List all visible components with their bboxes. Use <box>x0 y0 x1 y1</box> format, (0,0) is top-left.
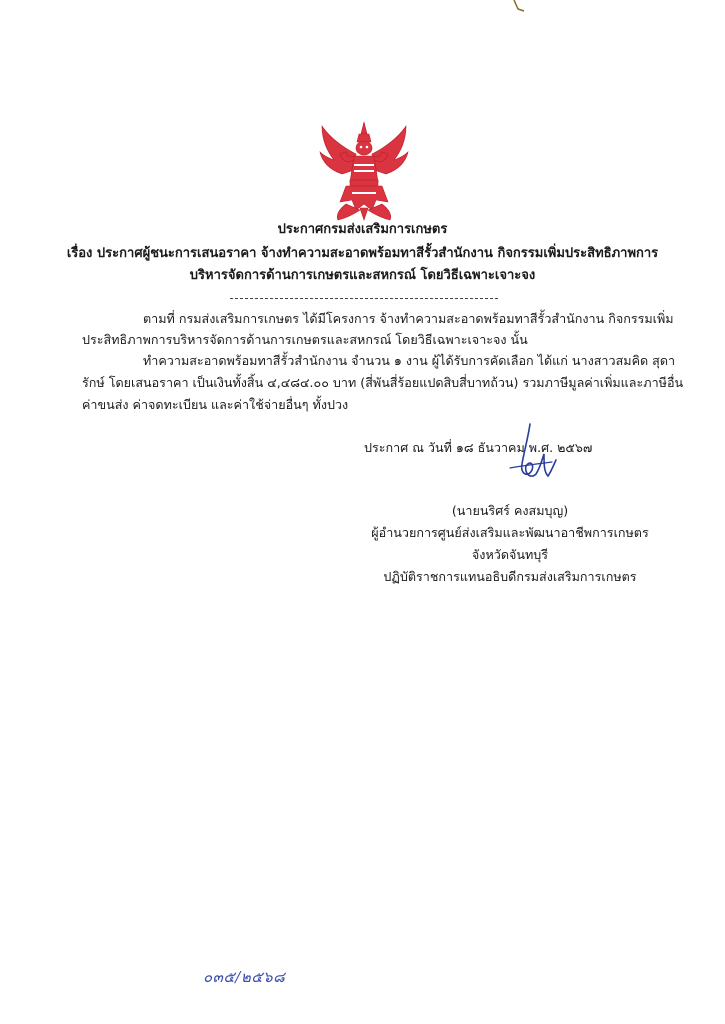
signatory-position-2: จังหวัดจันทบุรี <box>471 547 549 562</box>
separator-rule <box>230 298 498 299</box>
signatory-position-1: ผู้อำนวยการศูนย์ส่งเสริมและพัฒนาอาชีพการเกษตร <box>371 525 649 540</box>
paragraph-1-line-1: ตามที่ กรมส่งเสริมการเกษตร ได้มีโครงการ จ้างทำความสะอาดพร้อมทาสีรั้วสำนักงาน กิจกรรมเพิ่ม <box>143 311 674 326</box>
handwritten-note: ๐๓๕/๒๕๖๘ <box>203 968 286 986</box>
paragraph-1-line-2: ประสิทธิภาพการบริหารจัดการด้านการเกษตรและสหกรณ์ โดยวิธีเฉพาะเจาะจง นั้น <box>82 332 528 347</box>
signatory-position-3: ปฏิบัติราชการแทนอธิบดีกรมส่งเสริมการเกษตร <box>383 569 637 584</box>
paragraph-2-line-2: รักษ์ โดยเสนอราคา เป็นเงินทั้งสิ้น ๔,๔๘๔.๐๐ บาท (สี่พันสี่ร้อยแปดสิบสี่บาทถ้วน) รวมภาษีมูลค่าเพิ่มและภาษีอื่น <box>82 375 684 390</box>
paragraph-2-line-3: ค่าขนส่ง ค่าจดทะเบียน และค่าใช้จ่ายอื่นๆ ทั้งปวง <box>82 397 349 412</box>
signatory-name: (นายนริศร์ คงสมบุญ) <box>451 503 569 518</box>
signatory-block <box>330 500 690 588</box>
announcement-title: ประกาศกรมส่งเสริมการเกษตร <box>277 222 448 237</box>
paragraph-2-line-1: ทำความสะอาดพร้อมทาสีรั้วสำนักงาน จำนวน ๑ งาน ผู้ได้รับการคัดเลือก ได้แก่ นางสาวสมคิด สุดา <box>143 353 676 368</box>
handwritten-signature <box>500 420 560 490</box>
corner-mark <box>512 0 526 12</box>
subject-line-1: เรื่อง ประกาศผู้ชนะการเสนอราคา จ้างทำความสะอาดพร้อมทาสีรั้วสำนักงาน กิจกรรมเพิ่มประสิทธิภาพการ <box>66 246 659 261</box>
announcement-date: ประกาศ ณ วันที่ ๑๘ ธันวาคม พ.ศ. ๒๕๖๗ <box>364 440 593 455</box>
garuda-emblem-icon <box>316 120 412 222</box>
subject-line-2: บริหารจัดการด้านการเกษตรและสหกรณ์ โดยวิธีเฉพาะเจาะจง <box>189 268 536 283</box>
